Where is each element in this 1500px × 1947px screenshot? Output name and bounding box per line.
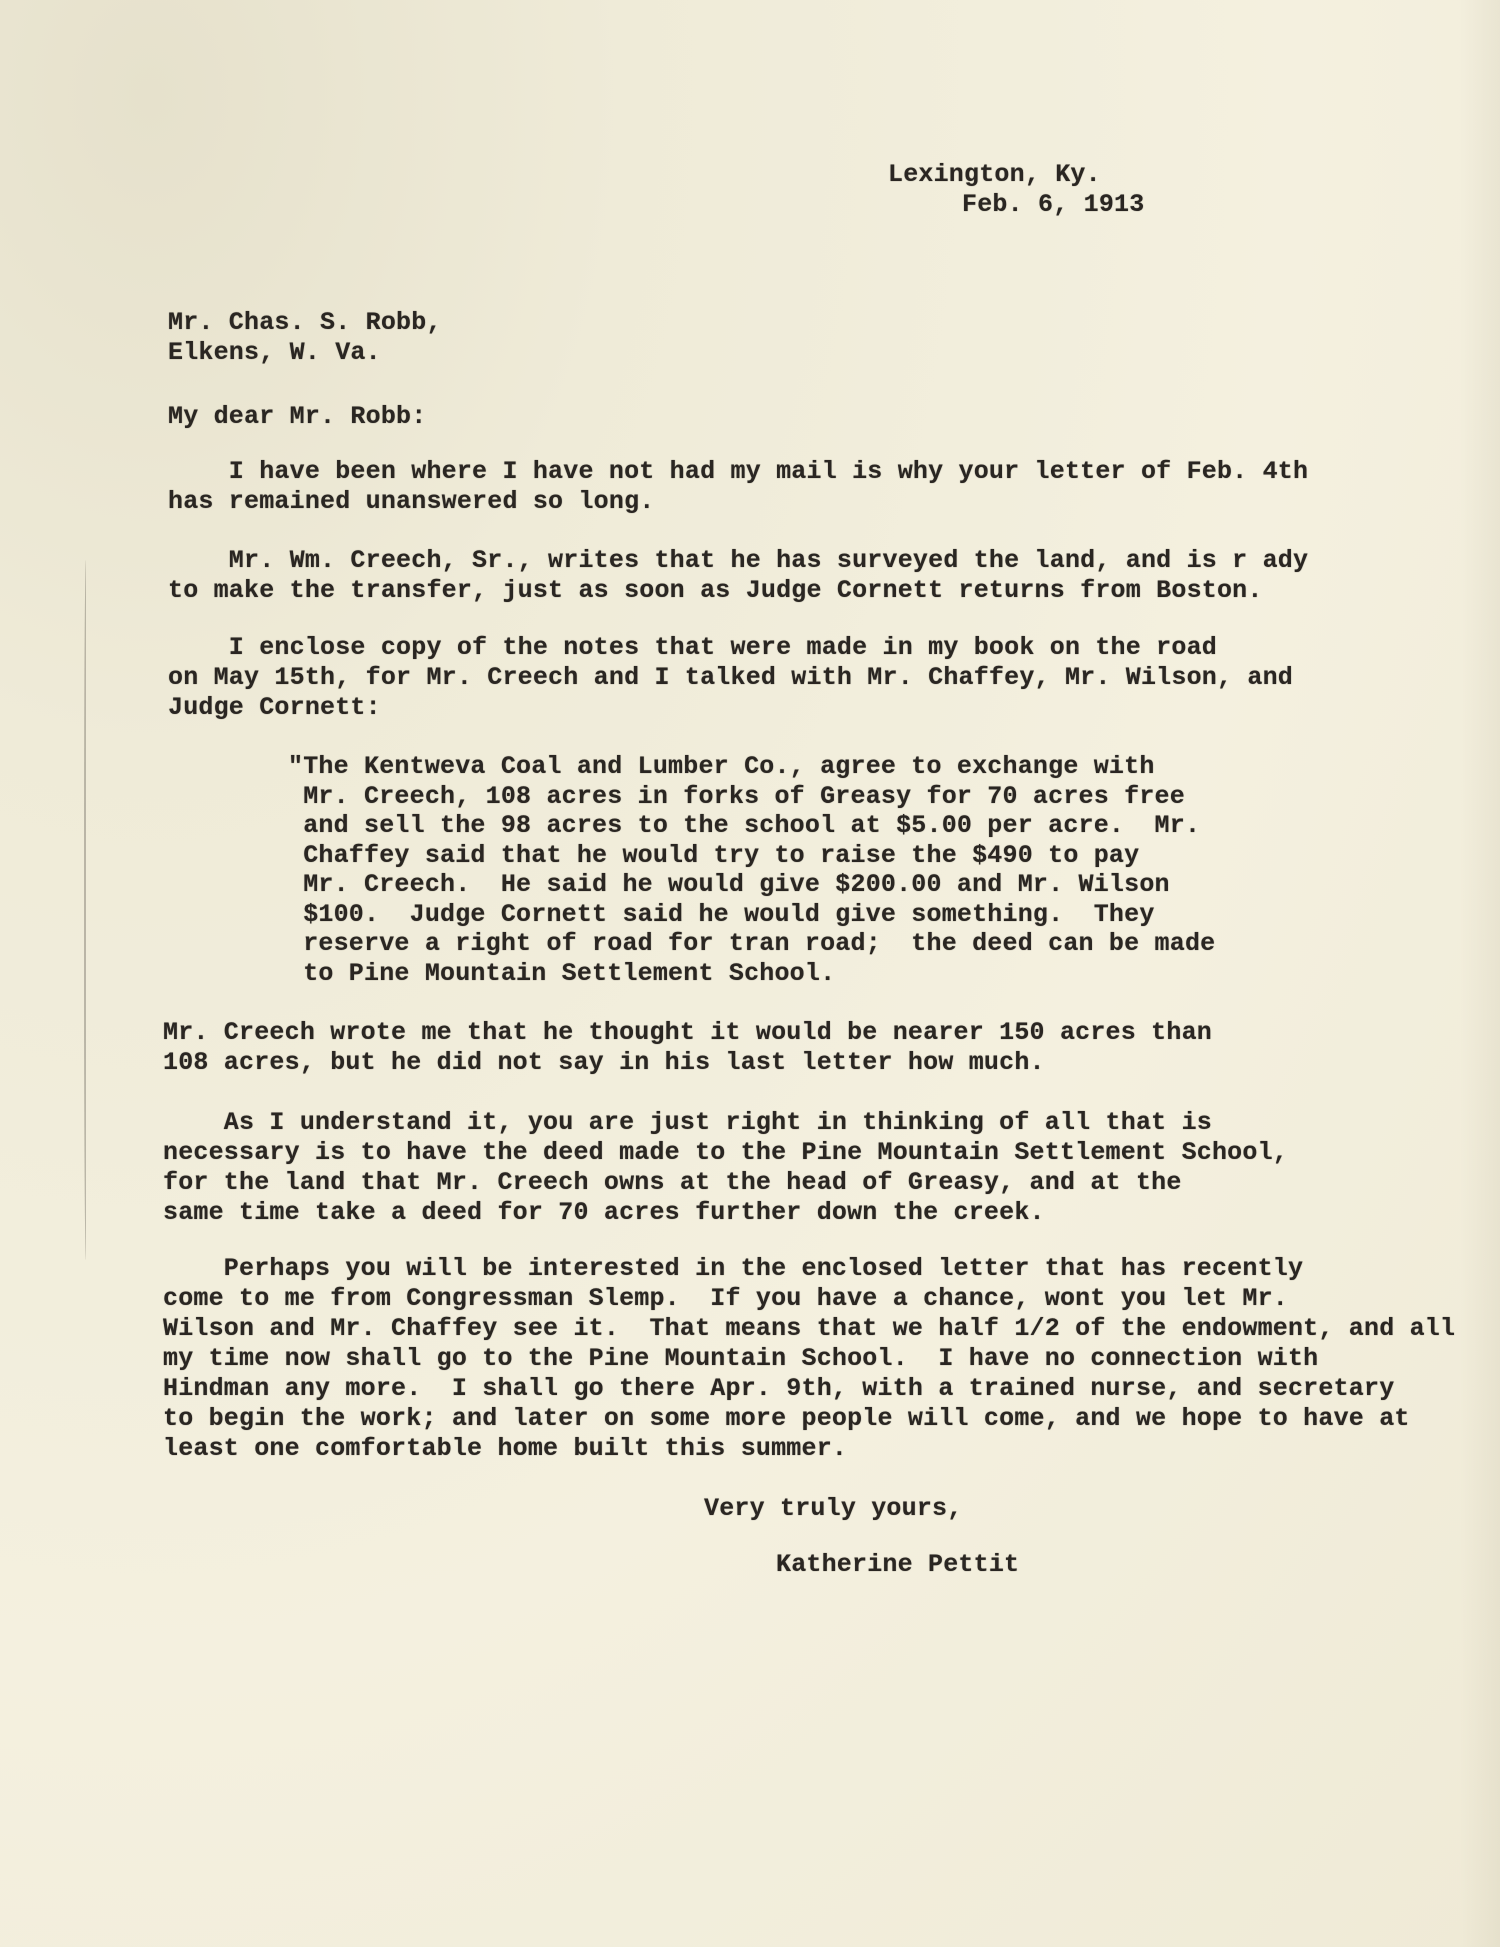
- text-line: same time take a deed for 70 acres further down the creek.: [163, 1198, 1045, 1227]
- recipient-address: [168, 308, 442, 368]
- text-line: has remained unanswered so long.: [168, 487, 655, 516]
- letterhead-place-date: [888, 160, 1144, 220]
- recipient-location: Elkens, W. Va.: [168, 338, 381, 367]
- quote-line: $100. Judge Cornett said he would give something. They: [288, 899, 1155, 929]
- place: Lexington, Ky.: [888, 160, 1101, 189]
- text-line: Hindman any more. I shall go there Apr. 9th, with a trained nurse, and secretary: [163, 1374, 1395, 1403]
- paragraph-2: [168, 546, 1308, 606]
- salutation: My dear Mr. Robb:: [168, 402, 427, 431]
- quote-line: to Pine Mountain Settlement School.: [288, 958, 836, 988]
- text-line: Wilson and Mr. Chaffey see it. That means that we half 1/2 of the endowment, and all: [163, 1314, 1456, 1343]
- recipient-name: Mr. Chas. S. Robb,: [168, 308, 442, 337]
- closing: Very truly yours,: [704, 1494, 963, 1523]
- text-line: Mr. Wm. Creech, Sr., writes that he has surveyed the land, and is r ady: [168, 546, 1309, 575]
- text-line: Judge Cornett:: [168, 693, 381, 722]
- paragraph-3: [168, 633, 1293, 723]
- quote-line: "The Kentweva Coal and Lumber Co., agree to exchange with: [288, 752, 1155, 781]
- quote-line: Mr. Creech. He said he would give $200.00 and Mr. Wilson: [288, 870, 1170, 899]
- text-line: come to me from Congressman Slemp. If you have a chance, wont you let Mr.: [163, 1284, 1288, 1313]
- paragraph-1: [168, 457, 1308, 517]
- signature: Katherine Pettit: [776, 1550, 1020, 1579]
- salutation-block: [168, 402, 426, 432]
- date: Feb. 6, 1913: [962, 190, 1145, 219]
- quote-line: reserve a right of road for tran road; the deed can be made: [288, 929, 1216, 958]
- text-line: to make the transfer, just as soon as Judge Cornett returns from Boston.: [168, 576, 1263, 605]
- quote-line: Mr. Creech, 108 acres in forks of Greasy for 70 acres free: [288, 781, 1185, 811]
- text-line: to begin the work; and later on some more people will come, and we hope to have at: [163, 1404, 1410, 1433]
- text-line: necessary is to have the deed made to the Pine Mountain Settlement School,: [163, 1138, 1288, 1167]
- text-line: on May 15th, for Mr. Creech and I talked with Mr. Chaffey, Mr. Wilson, and: [168, 663, 1293, 692]
- text-line: Mr. Creech wrote me that he thought it would be nearer 150 acres than: [163, 1018, 1212, 1047]
- closing-block: [704, 1494, 962, 1524]
- quote-line: and sell the 98 acres to the school at $5.00 per acre. Mr.: [288, 811, 1201, 840]
- paper-edge: [1460, 0, 1500, 1947]
- paragraph-6: [163, 1254, 1455, 1464]
- text-line: As I understand it, you are just right in thinking of all that is: [163, 1108, 1212, 1137]
- paragraph-4: [163, 1018, 1212, 1078]
- quote-line: Chaffey said that he would try to raise the $490 to pay: [288, 840, 1140, 870]
- text-line: least one comfortable home built this summer.: [163, 1434, 848, 1463]
- quoted-notes: [288, 752, 1215, 988]
- text-line: my time now shall go to the Pine Mountain School. I have no connection with: [163, 1344, 1319, 1373]
- text-line: for the land that Mr. Creech owns at the head of Greasy, and at the: [163, 1168, 1182, 1197]
- pencil-margin-mark: [84, 560, 89, 1260]
- paragraph-5: [163, 1108, 1288, 1228]
- text-line: Perhaps you will be interested in the enclosed letter that has recently: [163, 1254, 1304, 1283]
- text-line: I enclose copy of the notes that were made in my book on the road: [168, 633, 1217, 662]
- text-line: I have been where I have not had my mail is why your letter of Feb. 4th: [168, 457, 1309, 486]
- signature-block: [776, 1550, 1019, 1580]
- text-line: 108 acres, but he did not say in his last letter how much.: [163, 1048, 1045, 1077]
